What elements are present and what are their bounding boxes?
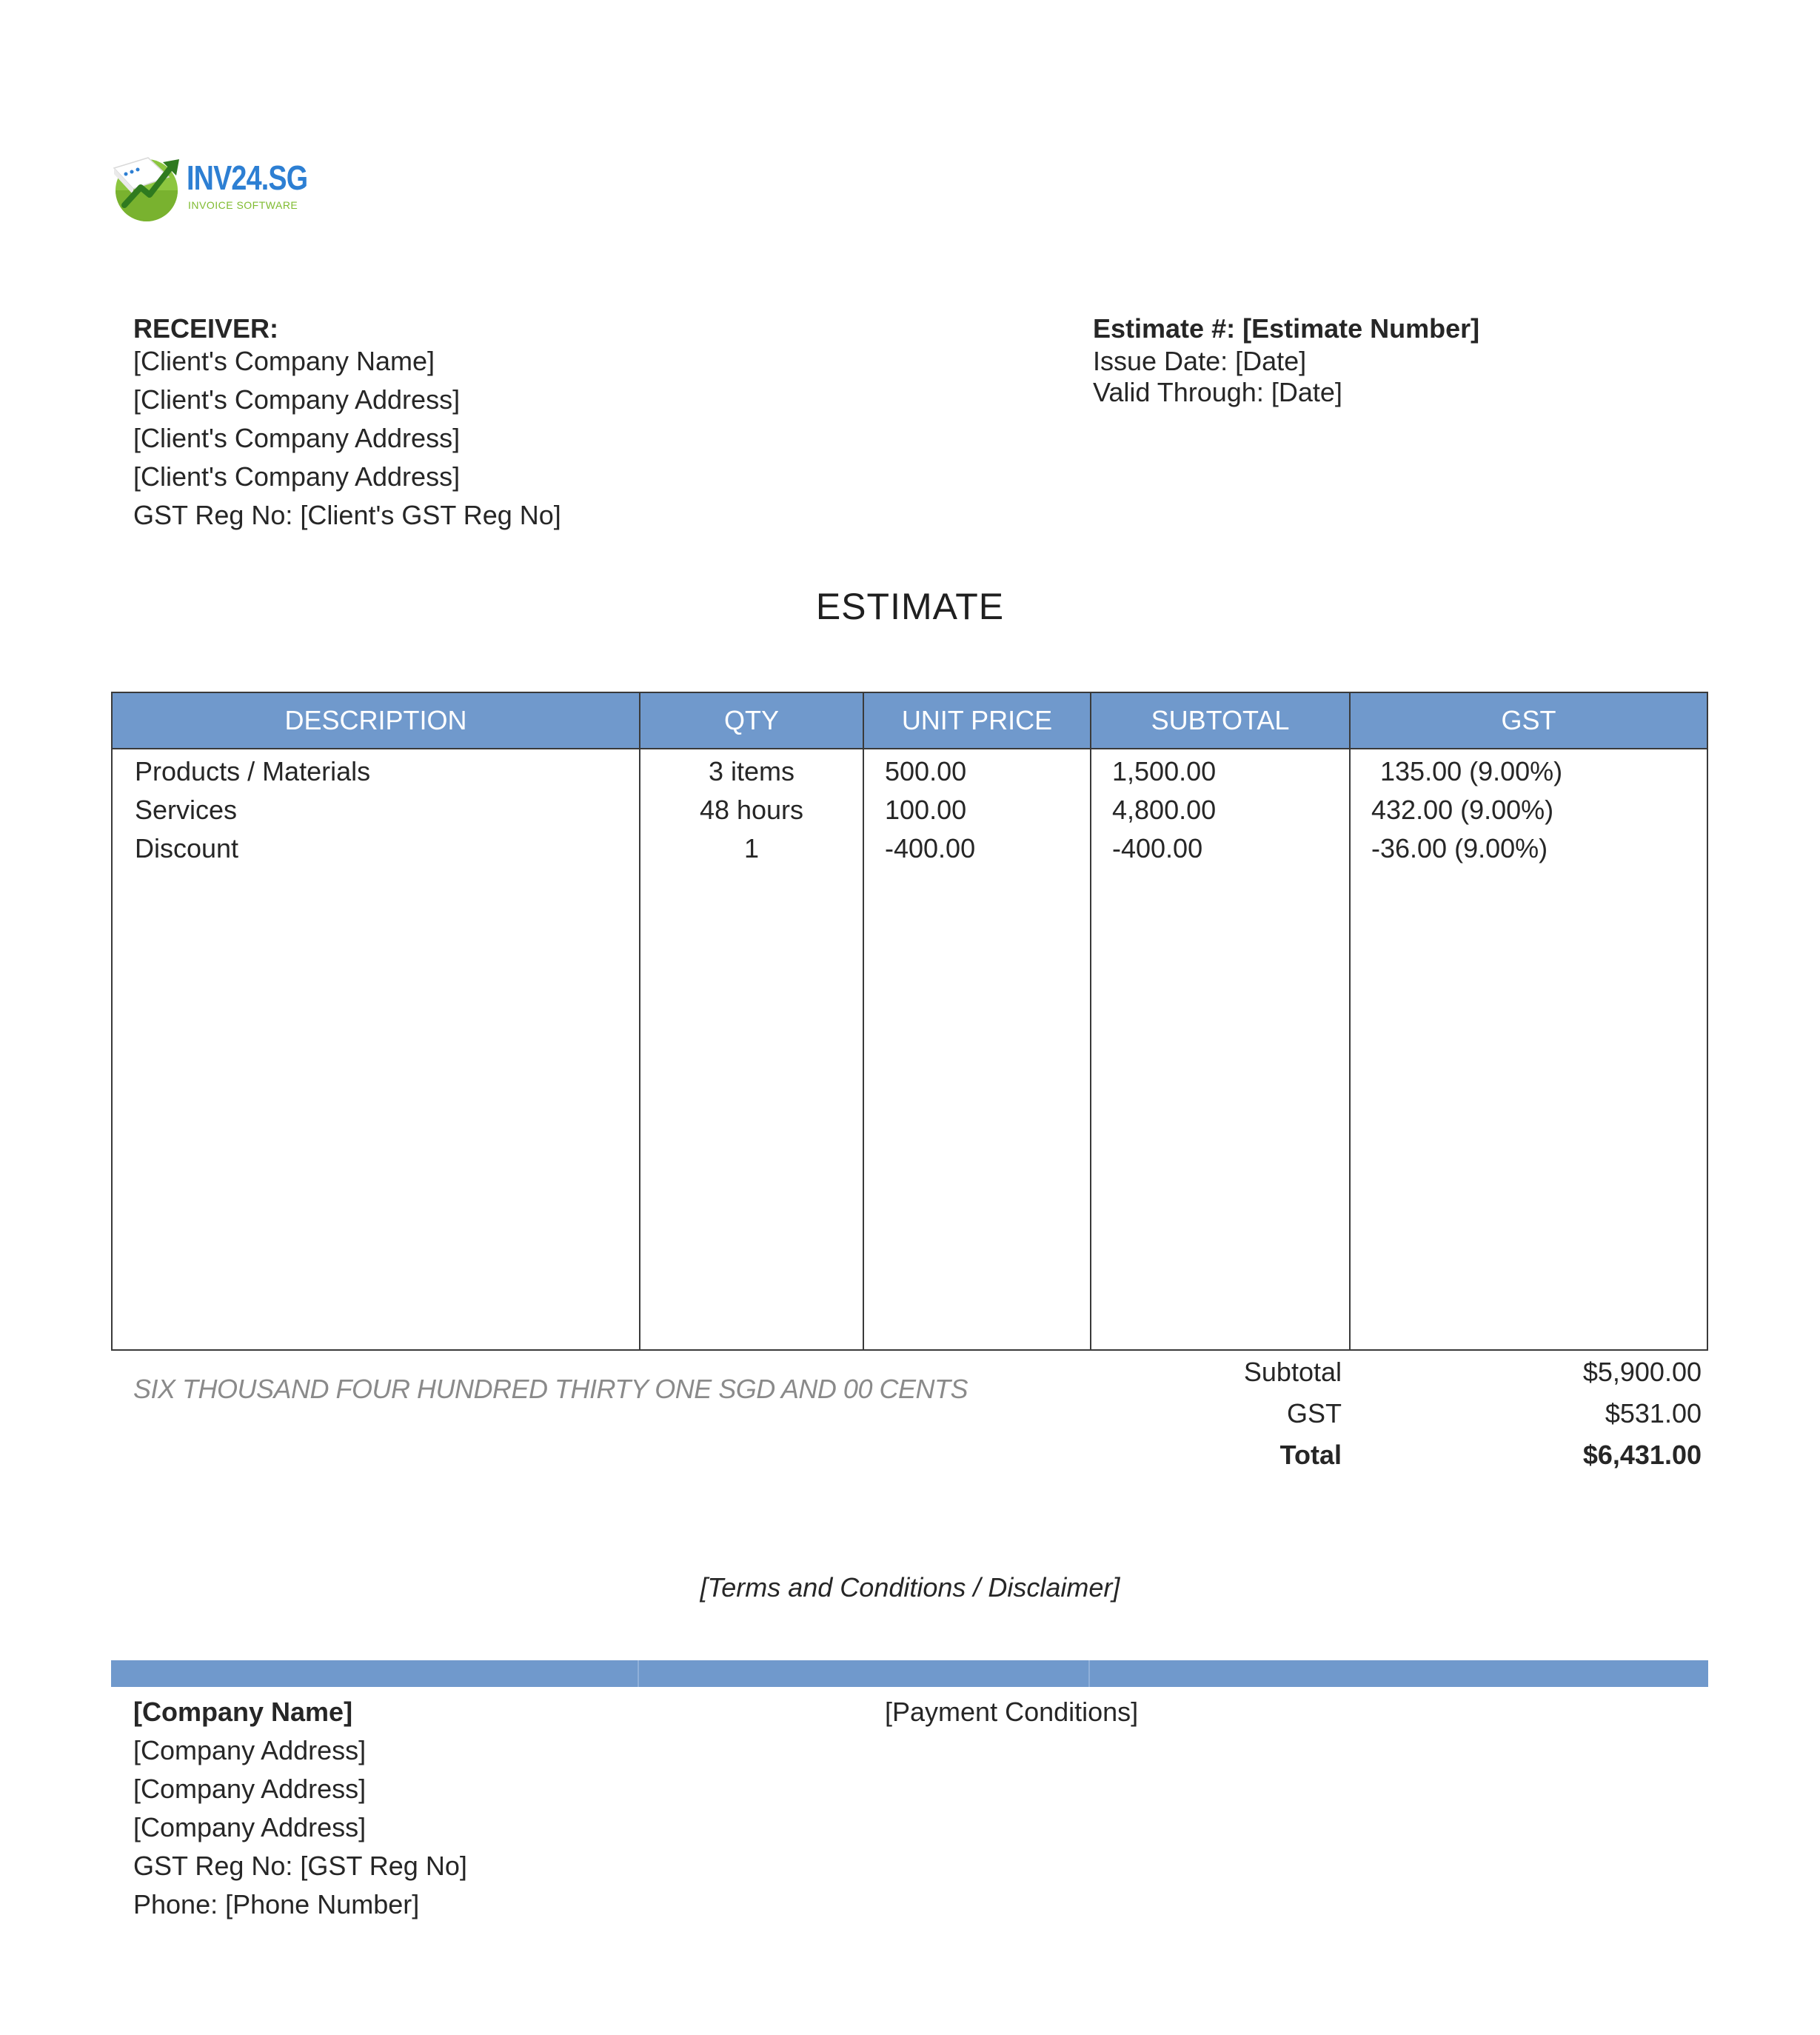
receiver-company-name: [Client's Company Name] [133, 346, 435, 376]
cell-qty: 48 hours [699, 795, 804, 825]
cell-gst: -36.00 (9.00%) [1371, 833, 1548, 863]
cell-unit-price: 500.00 [885, 756, 967, 786]
receiver-block [133, 310, 561, 535]
company-logo [111, 152, 326, 226]
table-header [113, 693, 1707, 749]
cell-description: Products / Materials [135, 756, 371, 786]
payment-conditions: [Payment Conditions] [885, 1697, 1139, 1727]
receiver-address-line: [Client's Company Address] [133, 384, 461, 415]
bar-segment-divider [638, 1660, 639, 1687]
cell-subtotal: 4,800.00 [1112, 795, 1217, 825]
cell-unit-price: 100.00 [885, 795, 967, 825]
company-address-line: [Company Address] [133, 1774, 367, 1804]
footer-divider-bar [111, 1660, 1708, 1687]
cell-description: Services [135, 795, 238, 825]
cell-subtotal: 1,500.00 [1112, 756, 1217, 786]
table-row [113, 829, 1707, 868]
amount-in-words: SIX THOUSAND FOUR HUNDRED THIRTY ONE SGD AND 00 CENTS [133, 1374, 968, 1404]
company-address-line: [Company Address] [133, 1812, 367, 1842]
total-label: Total [1279, 1440, 1342, 1470]
cell-gst: 432.00 (9.00%) [1371, 795, 1554, 825]
column-header-description: DESCRIPTION [284, 705, 467, 735]
cell-qty: 1 [743, 833, 760, 863]
subtotal-label: Subtotal [1243, 1357, 1342, 1387]
total-value: $6,431.00 [1582, 1440, 1702, 1470]
logo-tagline: INVOICE SOFTWARE [188, 199, 298, 211]
company-block [133, 1693, 467, 1924]
receiver-heading: RECEIVER: [133, 313, 279, 344]
receiver-gst-reg-no: GST Reg No: [Client's GST Reg No] [133, 500, 561, 530]
terms-and-conditions: [Terms and Conditions / Disclaimer] [700, 1572, 1120, 1603]
column-header-gst: GST [1501, 705, 1556, 735]
table-row [113, 791, 1707, 829]
subtotal-value: $5,900.00 [1582, 1357, 1702, 1387]
chart-arrow-logo-icon [111, 152, 185, 226]
bar-segment-divider [1088, 1660, 1090, 1687]
column-header-unit-price: UNIT PRICE [901, 705, 1053, 735]
valid-through-date: Valid Through: [Date] [1093, 377, 1342, 407]
cell-qty: 3 items [708, 756, 795, 786]
cell-unit-price: -400.00 [885, 833, 976, 863]
gst-value: $531.00 [1605, 1398, 1702, 1428]
company-phone: Phone: [Phone Number] [133, 1889, 420, 1919]
cell-description: Discount [135, 833, 239, 863]
issue-date: Issue Date: [Date] [1093, 346, 1307, 376]
company-gst-reg-no: GST Reg No: [GST Reg No] [133, 1851, 467, 1881]
gst-label: GST [1286, 1398, 1342, 1428]
logo-name: INV24.SG [187, 158, 308, 197]
receiver-address-line: [Client's Company Address] [133, 461, 461, 492]
company-name: [Company Name] [133, 1697, 353, 1727]
company-address-line: [Company Address] [133, 1735, 367, 1765]
column-header-qty: QTY [723, 705, 779, 735]
items-table [111, 692, 1708, 1351]
receiver-address-line: [Client's Company Address] [133, 423, 461, 453]
table-row [113, 752, 1707, 791]
cell-subtotal: -400.00 [1112, 833, 1203, 863]
estimate-meta-block [1093, 310, 1480, 407]
column-header-subtotal: SUBTOTAL [1151, 705, 1290, 735]
cell-gst: 135.00 (9.00%) [1380, 756, 1563, 786]
estimate-number: Estimate #: [Estimate Number] [1093, 313, 1480, 344]
document-title: ESTIMATE [815, 586, 1005, 627]
